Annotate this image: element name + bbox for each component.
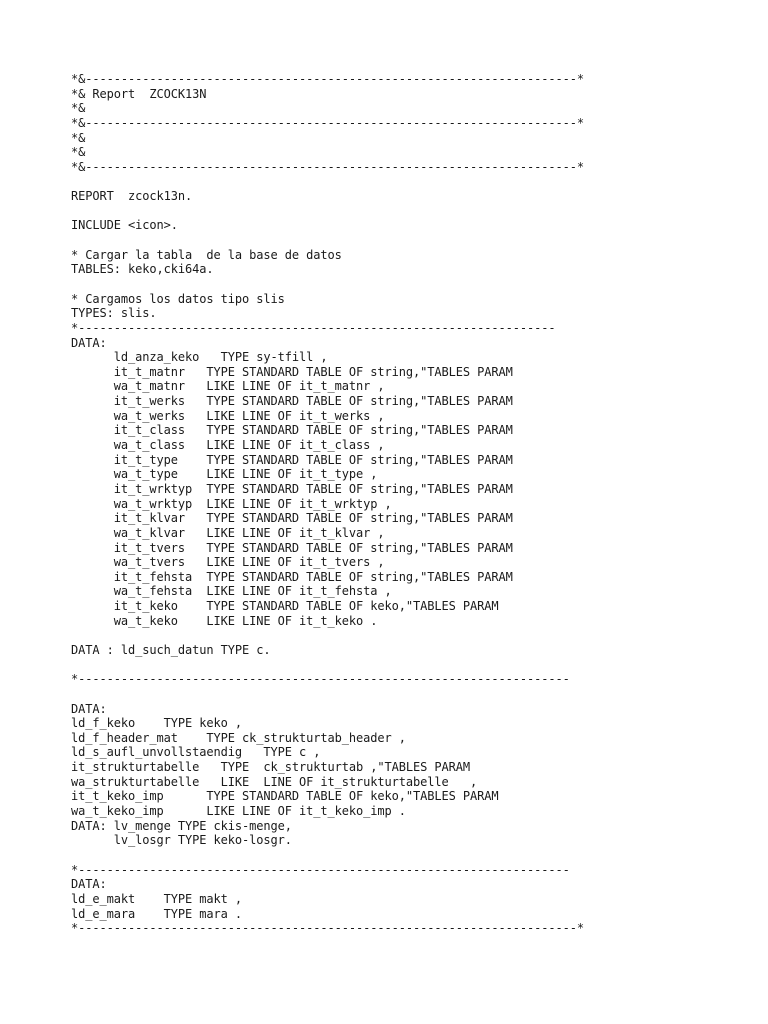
code-line: * Cargamos los datos tipo slis [71, 291, 285, 306]
code-line: it_t_werks TYPE STANDARD TABLE OF string,"TABLES PARAM [71, 394, 513, 409]
code-line: it_t_matnr TYPE STANDARD TABLE OF string,"TABLES PARAM [71, 364, 513, 379]
code-line: TYPES: slis. [71, 306, 157, 321]
code-line: ld_e_mara TYPE mara . [71, 906, 242, 921]
code-line: *& Report ZCOCK13N [71, 86, 207, 101]
code-line: DATA: lv_menge TYPE ckis-menge, [71, 818, 292, 833]
code-line: ld_f_keko TYPE keko , [71, 716, 242, 731]
code-line: * Cargar la tabla de la base de datos [71, 247, 342, 262]
code-line: it_t_class TYPE STANDARD TABLE OF string,"TABLES PARAM [71, 423, 513, 438]
code-line [71, 848, 731, 863]
code-line: *&---------------------------------------------------------------------* [71, 159, 584, 174]
code-line: it_strukturtabelle TYPE ck_strukturtab ,"TABLES PARAM [71, 760, 470, 775]
code-line [71, 204, 731, 219]
code-line: *------------------------------------------------------------------- [71, 320, 556, 335]
code-line [71, 277, 731, 292]
code-line: DATA: [71, 877, 107, 892]
code-line: wa_strukturtabelle LIKE LINE OF it_strukturtabelle , [71, 774, 478, 789]
code-line [71, 628, 731, 643]
code-line: it_t_keko TYPE STANDARD TABLE OF keko,"TABLES PARAM [71, 599, 499, 614]
code-line: wa_t_tvers LIKE LINE OF it_t_tvers , [71, 555, 385, 570]
code-line: ld_f_header_mat TYPE ck_strukturtab_header , [71, 730, 406, 745]
code-line: wa_t_fehsta LIKE LINE OF it_t_fehsta , [71, 584, 392, 599]
abap-source-listing [71, 72, 731, 936]
code-line: it_t_fehsta TYPE STANDARD TABLE OF string,"TABLES PARAM [71, 569, 513, 584]
code-line: it_t_wrktyp TYPE STANDARD TABLE OF string,"TABLES PARAM [71, 481, 513, 496]
code-line: DATA : ld_such_datun TYPE c. [71, 642, 271, 657]
code-line: wa_t_class LIKE LINE OF it_t_class , [71, 438, 385, 453]
code-line [71, 174, 731, 189]
code-line: ld_s_aufl_unvollstaendig TYPE c , [71, 745, 321, 760]
code-line: REPORT zcock13n. [71, 189, 193, 204]
code-line: wa_t_matnr LIKE LINE OF it_t_matnr , [71, 379, 385, 394]
code-line: wa_t_keko LIKE LINE OF it_t_keko . [71, 613, 378, 628]
code-line: it_t_tvers TYPE STANDARD TABLE OF string,"TABLES PARAM [71, 540, 513, 555]
code-line: wa_t_type LIKE LINE OF it_t_type , [71, 467, 378, 482]
code-line: INCLUDE <icon>. [71, 218, 178, 233]
code-line: it_t_klvar TYPE STANDARD TABLE OF string,"TABLES PARAM [71, 511, 513, 526]
code-line: it_t_keko_imp TYPE STANDARD TABLE OF keko,"TABLES PARAM [71, 789, 499, 804]
code-line: lv_losgr TYPE keko-losgr. [71, 833, 292, 848]
code-line: *& [71, 130, 86, 145]
code-line [71, 687, 731, 702]
code-line: *--------------------------------------------------------------------- [71, 672, 570, 687]
code-line [71, 233, 731, 248]
code-line: *&---------------------------------------------------------------------* [71, 72, 584, 86]
code-line: wa_t_keko_imp LIKE LINE OF it_t_keko_imp . [71, 804, 406, 819]
code-line [71, 658, 731, 673]
code-line: DATA: [71, 701, 107, 716]
code-line: *& [71, 145, 86, 160]
code-line: ld_anza_keko TYPE sy-tfill , [71, 350, 328, 365]
code-line: wa_t_klvar LIKE LINE OF it_t_klvar , [71, 525, 385, 540]
code-line: ld_e_makt TYPE makt , [71, 891, 242, 906]
code-line: DATA: [71, 335, 107, 350]
code-line: wa_t_werks LIKE LINE OF it_t_werks , [71, 408, 385, 423]
code-line: wa_t_wrktyp LIKE LINE OF it_t_wrktyp , [71, 496, 392, 511]
code-line: *&---------------------------------------------------------------------* [71, 115, 584, 130]
code-line: *& [71, 101, 86, 116]
code-line: *----------------------------------------------------------------------* [71, 921, 584, 936]
code-line: it_t_type TYPE STANDARD TABLE OF string,"TABLES PARAM [71, 452, 513, 467]
code-line: TABLES: keko,cki64a. [71, 262, 214, 277]
code-line: *--------------------------------------------------------------------- [71, 862, 570, 877]
